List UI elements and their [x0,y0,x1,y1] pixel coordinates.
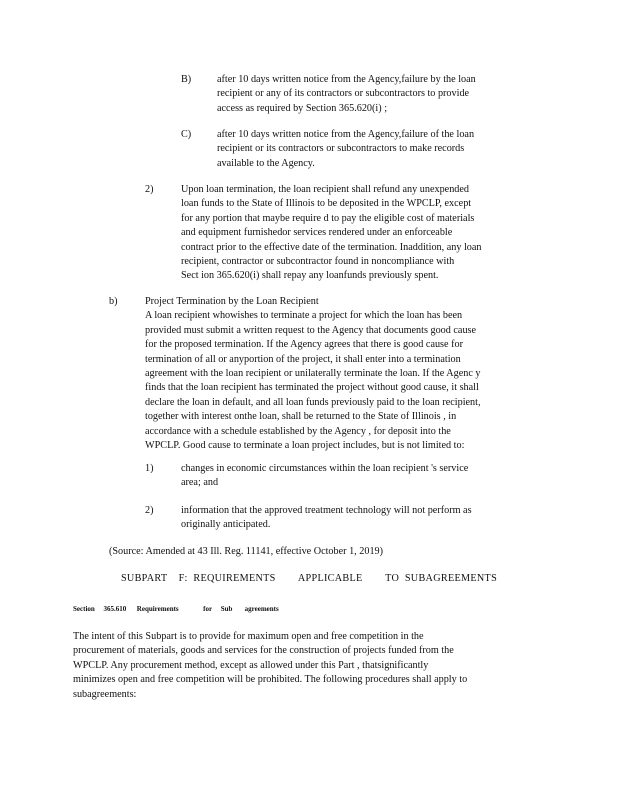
subpart-heading: SUBPART F: REQUIREMENTS APPLICABLE TO SUBAGREEMENTS [120,573,498,584]
intro-paragraph: The intent of this Subpart is to provide for maximum open and free competition in the procurement of materials, goods and services for the construction of projects funded from the WPCLP. Any procurement method, except as allowed under this Part , thatsignificantly minimizes open and free competition will be prohibited. The following procedures shall apply to subagreements: [73,631,468,700]
item-text: after 10 days written notice from the Agency,failure by the loan recipient or any of its contractors or subcontractors to provide access as required by Section 365.620(i) ; [217,74,476,114]
section-heading: Section 365.610 Requirements for Sub agreements [73,605,279,613]
item-label: C) [181,129,192,140]
item-label: 2) [145,184,154,195]
item-label: 1) [145,463,154,474]
item-label: B) [181,74,192,85]
source-note: (Source: Amended at 43 Ill. Reg. 11141, effective October 1, 2019) [109,546,384,557]
section-label: b) [109,296,118,307]
item-text: changes in economic circumstances within the loan recipient 's service area; and [181,463,469,489]
item-label: 2) [145,505,154,516]
section-text: Project Termination by the Loan Recipient A loan recipient whowishes to terminate a project for which the loan has been provided must submit a written request to the Agency that documents good cause for the proposed termination. If the Agency agrees that there is good cause for termination of all or anyportion of the project, it shall enter into a termination agreement with the loan recipient or unilaterally terminate the loan. If the Agenc y finds that the loan recipient has terminated the project without good cause, it shall declare the loan in default, and all loan funds previously paid to the loan recipient, together with interest onthe loan, shall be returned to the State of Illinois , in accordance with a schedule established by the Agency , for deposit into the WPCLP. Good cause to terminate a loan project includes, but is not limited to: [145,296,481,452]
item-text: after 10 days written notice from the Agency,failure of the loan recipient or its contractors or subcontractors to make records available to the Agency. [217,129,475,169]
item-text: Upon loan termination, the loan recipient shall refund any unexpended loan funds to the State of Illinois to be deposited in the WPCLP, except for any portion that maybe require d to pay the eligible cost of materials and equipment furnishedor services rendered under an enforceable contract prior to the effective date of the termination. Inaddition, any loan recipient, contractor or subcontractor found in noncompliance with Sect ion 365.620(i) shall repay any loanfunds previously spent. [181,184,482,282]
item-text: information that the approved treatment technology will not perform as originally anticipated. [181,505,472,531]
